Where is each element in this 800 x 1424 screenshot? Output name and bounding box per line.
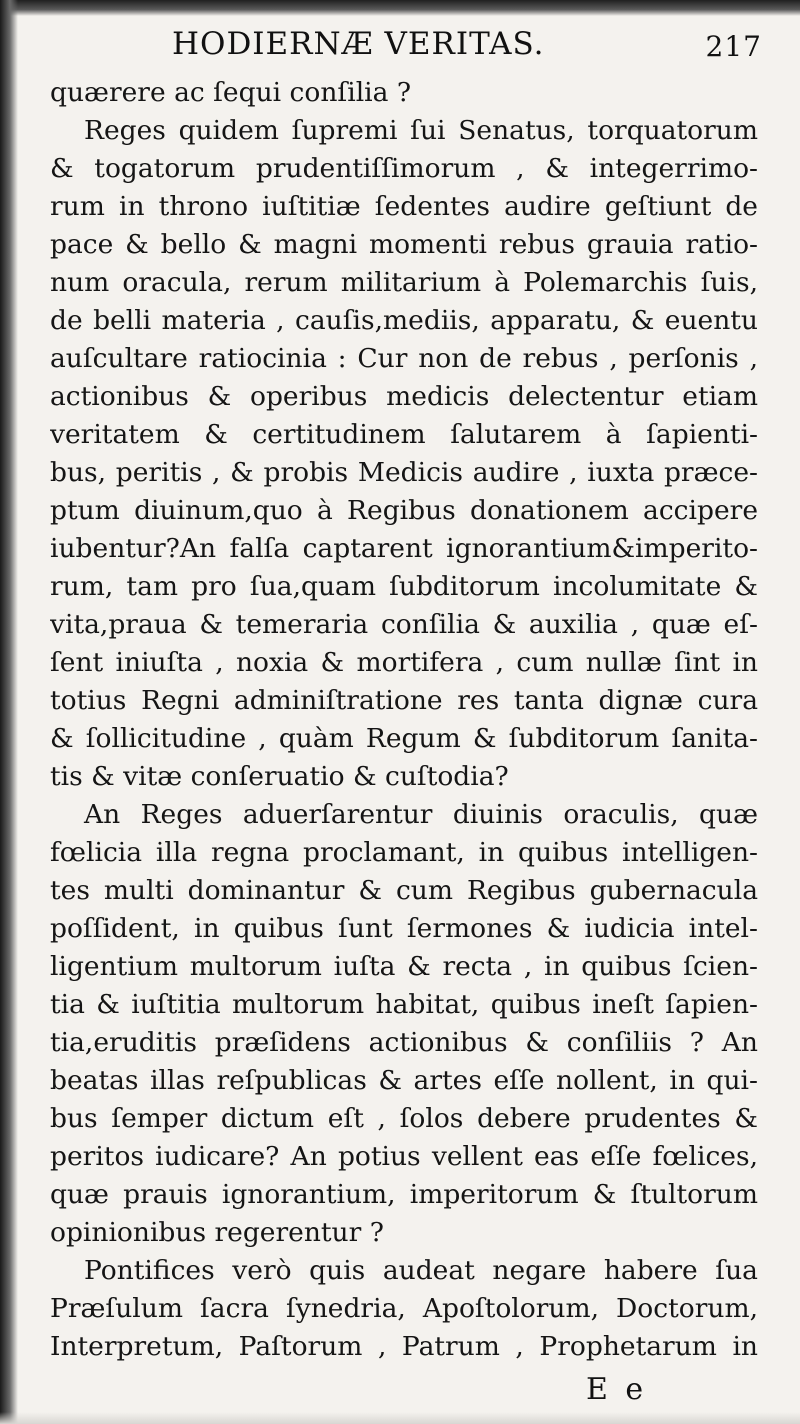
- text-line: & ſollicitudine , quàm Regum & ſubditorum ſanita-: [50, 723, 758, 754]
- text-line: quærere ac ſequi conſilia ?: [50, 77, 412, 108]
- text-line: peritos iudicare? An potius vellent eas eſſe fœlices,: [50, 1141, 758, 1172]
- text-line: tes multi dominantur & cum Regibus gubernacula: [50, 875, 758, 906]
- text-line: Reges quidem ſupremi ſui Senatus, torquatorum: [84, 115, 758, 146]
- body-text: [50, 74, 758, 1366]
- scan-shadow-top: [0, 0, 800, 16]
- catchword: E e: [586, 1372, 648, 1407]
- text-line: An Reges aduerſarentur diuinis oraculis, quæ: [84, 799, 758, 830]
- text-line: de belli materia , cauſis,mediis, apparatu, & euentu: [50, 305, 758, 336]
- text-line: bus, peritis , & probis Medicis audire , iuxta præce-: [50, 457, 758, 488]
- text-line: Pontifices verò quis audeat negare habere ſua: [84, 1255, 758, 1286]
- scan-shadow-bottom: [0, 1412, 800, 1424]
- text-line: poſſident, in quibus ſunt ſermones & iudicia intel-: [50, 913, 758, 944]
- text-line: tia,eruditis præſidens actionibus & conſiliis ? An: [50, 1027, 758, 1058]
- text-line: rum in throno iuſtitiæ ſedentes audire geſtiunt de: [50, 191, 758, 222]
- text-line: quæ prauis ignorantium, imperitorum & ſtultorum: [50, 1179, 758, 1210]
- text-line: rum, tam pro ſua,quam ſubditorum incolumitate &: [50, 571, 758, 602]
- scan-shadow-left: [0, 0, 18, 1424]
- text-line: beatas illas reſpublicas & artes eſſe nollent, in qui-: [50, 1065, 758, 1096]
- text-line: tis & vitæ conſeruatio & cuſtodia?: [50, 761, 509, 792]
- text-line: totius Regni adminiſtratione res tanta dignæ cura: [50, 685, 758, 716]
- text-line: ligentium multorum iuſta & recta , in quibus ſcien-: [50, 951, 758, 982]
- text-line: actionibus & operibus medicis delectentur etiam: [50, 381, 758, 412]
- text-line: ſent iniuſta , noxia & mortifera , cum nullæ ſint in: [50, 647, 758, 678]
- page-number: 217: [705, 30, 762, 63]
- page-header: [172, 26, 762, 70]
- text-line: Præſulum ſacra ſynedria, Apoſtolorum, Doctorum,: [50, 1293, 758, 1324]
- running-title: HODIERNÆ VERITAS.: [172, 26, 545, 62]
- text-line: opinionibus regerentur ?: [50, 1217, 384, 1248]
- text-line: iubentur?An falſa captarent ignorantium&imperito-: [50, 533, 758, 564]
- text-line: Interpretum, Paſtorum , Patrum , Prophetarum in: [50, 1331, 758, 1362]
- text-line: bus ſemper dictum eſt , ſolos debere prudentes &: [50, 1103, 758, 1134]
- text-line: auſcultare ratiocinia : Cur non de rebus , perſonis ,: [50, 343, 758, 374]
- text-line: vita,praua & temeraria conſilia & auxilia , quæ eſ-: [50, 609, 758, 640]
- text-line: ptum diuinum,quo à Regibus donationem accipere: [50, 495, 758, 526]
- text-line: veritatem & certitudinem ſalutarem à ſapienti-: [50, 419, 758, 450]
- text-line: fœlicia illa regna proclamant, in quibus intelligen-: [50, 837, 758, 868]
- text-line: & togatorum prudentiſſimorum , & integerrimo-: [50, 153, 758, 184]
- text-line: tia & iuſtitia multorum habitat, quibus ineſt ſapien-: [50, 989, 758, 1020]
- text-line: num oracula, rerum militarium à Polemarchis ſuis,: [50, 267, 758, 298]
- text-line: pace & bello & magni momenti rebus grauia ratio-: [50, 229, 758, 260]
